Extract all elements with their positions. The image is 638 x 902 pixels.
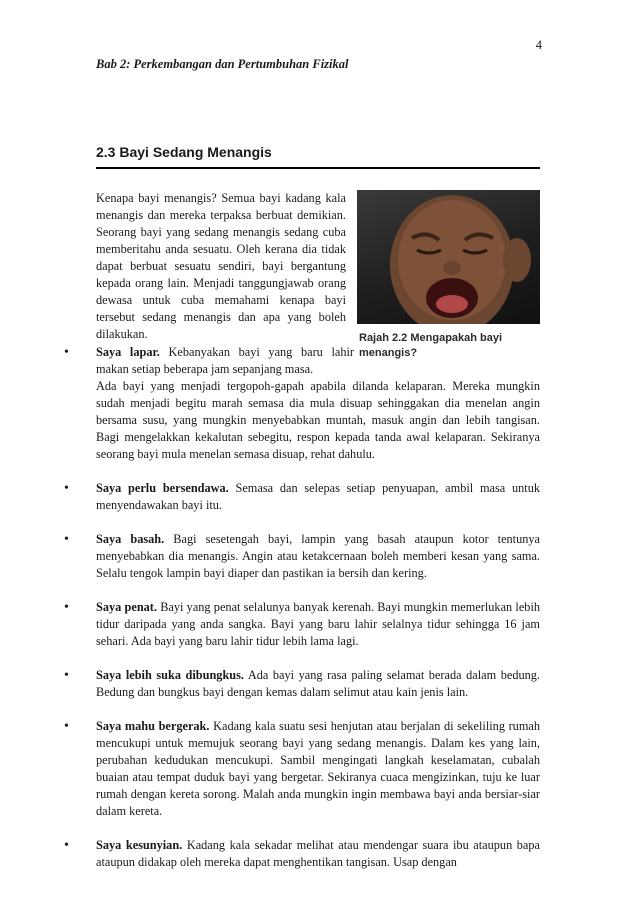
reasons-list [64, 344, 540, 888]
list-item-lead: Saya lebih suka dibungkus. [96, 668, 244, 682]
crying-baby-illustration [357, 190, 540, 324]
list-item-lead: Saya lapar. [96, 345, 160, 359]
list-item [64, 344, 540, 463]
list-item-text: Bagi sesetengah bayi, lampin yang basah ataupun kotor tentunya menyebabkan dia menangis. Angin atau ketakcernaan boleh memberi kesan yang sama. Selalu tengok lampin bayi diaper dan pastikan ia bersih dan kering. [96, 532, 540, 580]
intro-paragraph: Kenapa bayi menangis? Semua bayi kadang kala menangis dan mereka terpaksa berbuat demikian. Seorang bayi yang sedang menangis sedang cuba memberitahu anda sesuatu. Oleh kerana dia tidak dapat berbuat sesuatu sendiri, bayi bergantung kepada orang lain. Menjadi tanggungjawab orang dewasa untuk cuba memahami kenapa bayi tersebut sedang menangis dan apa yang boleh dilakukan. [96, 191, 346, 341]
list-item [64, 599, 540, 650]
list-item-text: Kebanyakan bayi yang baru lahir makan setiap beberapa jam sepanjang masa. [96, 345, 354, 376]
figure-caption: Rajah 2.2 Mengapakah bayi menangis? [359, 332, 503, 359]
page-number: 4 [535, 38, 542, 52]
list-item-text: Kadang kala suatu sesi henjutan atau berjalan di sekeliling rumah mencukupi untuk memujuk seorang bayi yang sedang menangis. Dalam kes yang lain, perubahan kedudukan mencukupi. Sambil mengingati langkah keselamatan, cubalah buaian atau tempat duduk bayi yang bergetar. Sekiranya cuaca mengizinkan, tuju ke luar rumah dengan kereta sorong. Malah anda mungkin ingin membawa bayi anda bersiar-siar dalam kereta. [96, 719, 540, 818]
list-item-lead: Saya perlu bersendawa. [96, 481, 229, 495]
crying-baby-photo [357, 190, 540, 324]
list-item [64, 837, 540, 871]
list-item-text: Ada bayi yang menjadi tergopoh-gapah apabila dilanda kelaparan. Mereka mungkin sudah menjadi begitu marah semasa dia mula disuap sehinggakan dia menelan angin bersama susu, yang mungkin menyebabkan muntah, masuk angin dan lebih tangisan. Bagi mengelakkan kekalutan sebegitu, respon kepada tanda awal kelaparan. Sekiranya seorang bayi mula menelan semasa disuap, rehat dahulu. [96, 379, 540, 461]
list-item [64, 667, 540, 701]
list-item-lead: Saya basah. [96, 532, 165, 546]
running-header: Bab 2: Perkembangan dan Pertumbuhan Fizikal [96, 57, 349, 71]
list-item-text: Kadang kala sekadar melihat atau mendengar suara ibu ataupun bapa ataupun didakap oleh mereka dapat menghentikan tangisan. Usap dengan [96, 838, 540, 869]
list-item-text: Bayi yang penat selalunya banyak kerenah. Bayi mungkin memerlukan lebih tidur daripada yang anda sangka. Bayi yang baru lahir selalnya tidur sehingga 16 jam sehari. Ada bayi yang baru lahir tidur lebih lama lagi. [96, 600, 541, 648]
list-item [64, 718, 540, 820]
section-title: 2.3 Bayi Sedang Menangis [96, 144, 272, 160]
list-item-lead: Saya kesunyian. [96, 838, 183, 852]
list-item-lead: Saya penat. [96, 600, 157, 614]
list-item [64, 531, 540, 582]
list-item-text: Semasa dan selepas setiap penyuapan, ambil masa untuk menyendawakan bayi itu. [96, 481, 540, 512]
list-item-text: Ada bayi yang rasa paling selamat berada dalam bedung. Bedung dan bungkus bayi dengan kemas dalam selimut atau kain jenis lain. [96, 668, 540, 699]
list-item [64, 480, 540, 514]
list-item-lead: Saya mahu bergerak. [96, 719, 210, 733]
section-divider [96, 167, 540, 169]
